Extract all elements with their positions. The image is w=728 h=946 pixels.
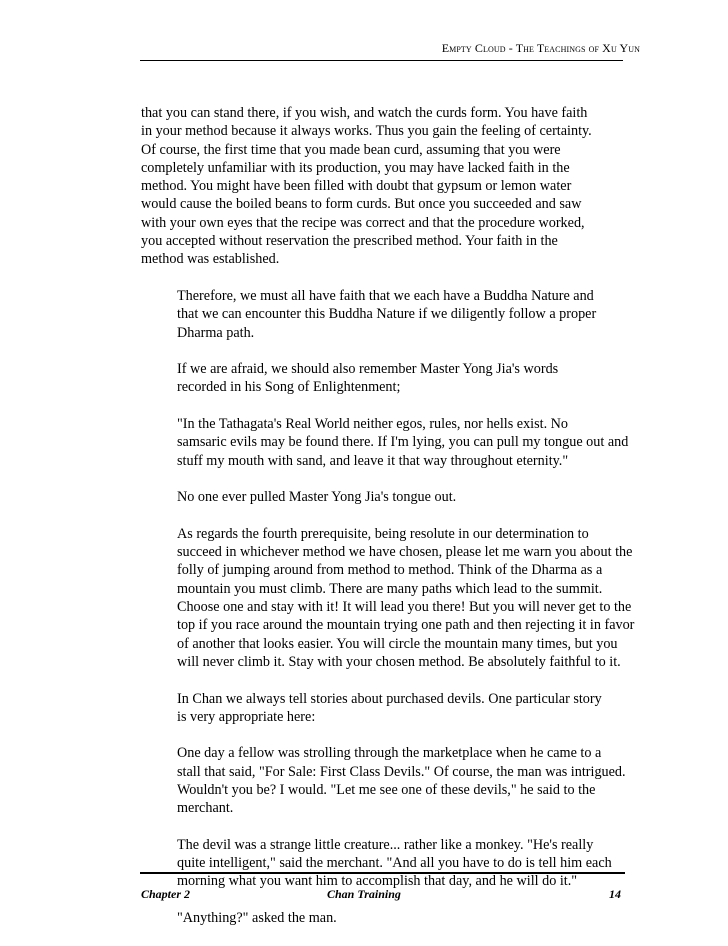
footer-rule [140,872,625,874]
text-line: stuff my mouth with sand, and leave it that way throughout eternity." [177,452,569,469]
paragraph [141,690,627,727]
text-line: in your method because it always works. Thus you gain the feeling of certainty. [141,123,592,140]
text-line: If we are afraid, we should also remember Master Yong Jia's words [177,361,559,378]
text-line: No one ever pulled Master Yong Jia's tongue out. [177,489,457,506]
text-line: that we can encounter this Buddha Nature if we diligently follow a proper [177,306,597,323]
text-line: top if you race around the mountain trying one path and then rejecting it in favor [177,617,635,634]
running-header: Empty Cloud - The Teachings of Xu Yun [441,41,640,55]
text-line: is very appropriate here: [177,708,316,725]
paragraph [141,104,627,269]
footer-section-title: Chan Training [327,887,401,901]
text-line: Of course, the first time that you made bean curd, assuming that you were [141,141,561,158]
paragraph [141,836,627,891]
text-line: of another that looks easier. You will circle the mountain many times, but you [177,635,618,652]
text-line: will never climb it. Stay with your chosen method. Be absolutely faithful to it. [177,653,621,670]
text-line: "Anything?" asked the man. [177,910,337,927]
text-line: merchant. [177,800,234,817]
footer-chapter: Chapter 2 [141,887,191,901]
text-line: completely unfamiliar with its production, you may have lacked faith in the [141,159,570,176]
text-line: As regards the fourth prerequisite, being resolute in our determination to [177,525,589,542]
header-rule [140,60,623,61]
text-line: recorded in his Song of Enlightenment; [177,379,401,396]
text-line: Choose one and stay with it! It will lead you there! But you will never get to the [177,599,632,616]
text-line: "In the Tathagata's Real World neither egos, rules, nor hells exist. No [177,416,569,433]
paragraph [141,525,635,671]
text-line: The devil was a strange little creature... rather like a monkey. "He's really [177,836,594,853]
text-line: mountain you must climb. There are many paths which lead to the summit. [177,580,603,597]
page-body [141,104,635,946]
text-line: that you can stand there, if you wish, and watch the curds form. You have faith [141,105,588,121]
text-line: One day a fellow was strolling through the marketplace when he came to a [177,745,602,762]
text-line: In Chan we always tell stories about purchased devils. One particular story [177,690,602,707]
text-line: method was established. [141,251,280,268]
text-line: method. You might have been filled with doubt that gypsum or lemon water [141,178,572,195]
paragraph [141,287,627,342]
text-line: stall that said, "For Sale: First Class Devils." Of course, the man was intrigued. [177,763,626,780]
text-line: folly of jumping around from method to method. Think of the Dharma as a [177,562,603,579]
footer-page-number: 14 [609,887,621,901]
text-line: you accepted without reservation the prescribed method. Your faith in the [141,233,558,250]
text-line: quite intelligent," said the merchant. "And all you have to do is tell him each [177,855,612,872]
text-line: Dharma path. [177,324,255,341]
text-line: samsaric evils may be found there. If I'm lying, you can pull my tongue out and [177,434,629,451]
text-line: Therefore, we must all have faith that we each have a Buddha Nature and [177,287,594,304]
paragraph [141,360,627,397]
text-line: succeed in whichever method we have chosen, please let me warn you about the [177,544,633,561]
text-line: morning what you want him to accomplish that day, and he will do it." [177,873,578,890]
paragraph [141,488,627,506]
text-line: Wouldn't you be? I would. "Let me see one of these devils," he said to the [177,781,596,798]
paragraph [141,909,627,927]
text-line: would cause the boiled beans to form curds. But once you succeeded and saw [141,196,582,213]
text-line: with your own eyes that the recipe was correct and that the procedure worked, [141,214,585,231]
paragraph [141,744,627,817]
paragraph [141,415,627,470]
